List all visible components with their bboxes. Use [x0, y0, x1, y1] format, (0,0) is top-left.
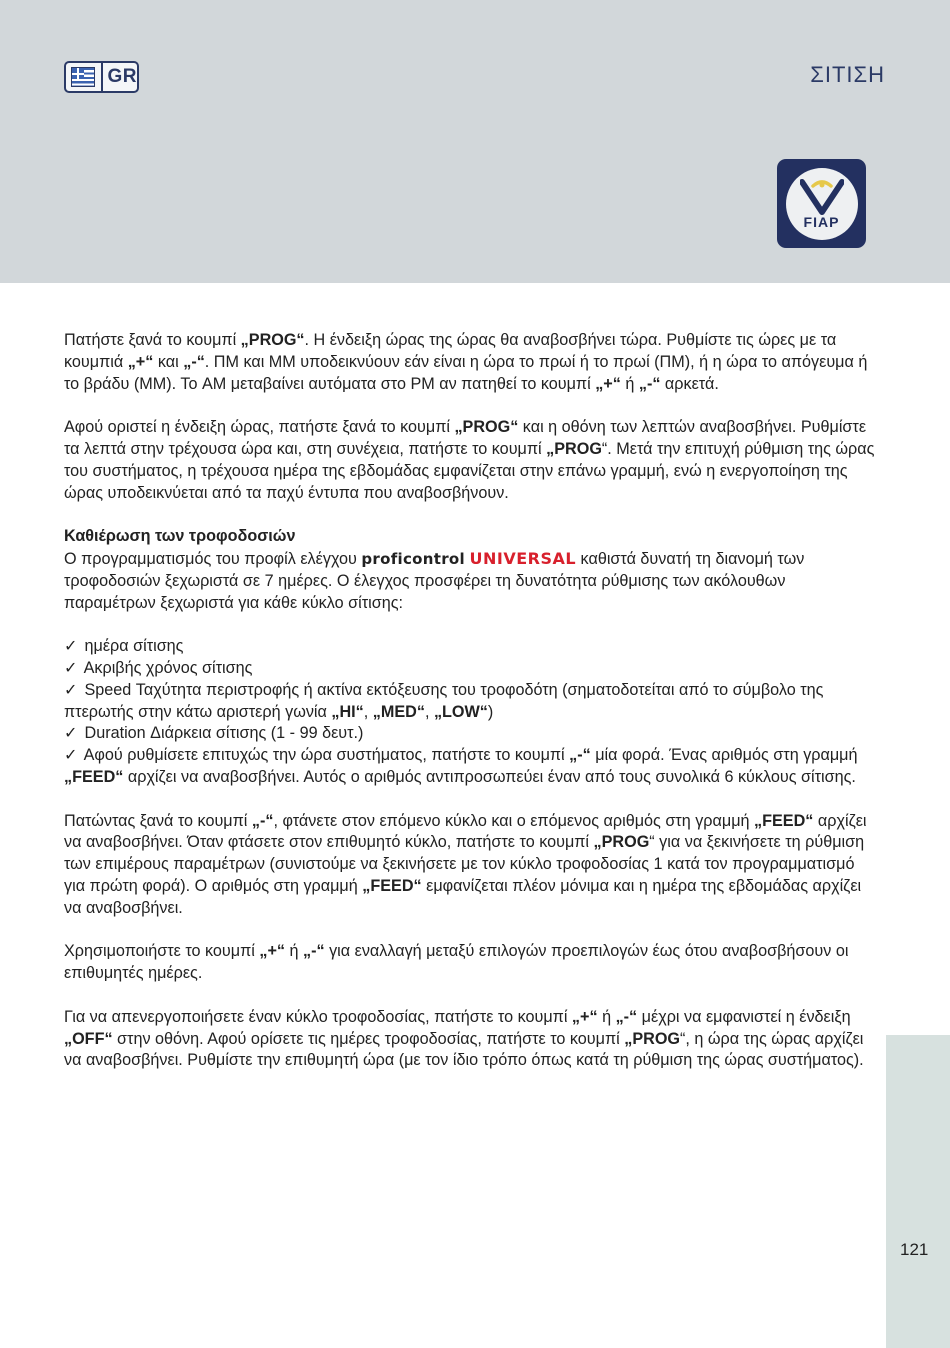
- text-run: αρχίζει να αναβοσβήνει. Όταν φτάσετε στον επιθυμητό κύκλο, πατήστε το κουμπί: [64, 811, 867, 852]
- language-code: GR: [107, 66, 137, 87]
- text-run: αρκετά.: [660, 374, 719, 393]
- text-run: ή: [620, 374, 639, 393]
- heading-feedings: Καθιέρωση των τροφοδοσιών: [64, 527, 296, 546]
- key-minus: „-“: [303, 942, 325, 961]
- brand-proficontrol: proficontrol: [361, 549, 465, 568]
- text-run: μέχρι να εμφανιστεί η ένδειξη: [637, 1007, 851, 1026]
- fiap-logo: [777, 159, 866, 248]
- text-run: Για να απενεργοποιήσετε έναν κύκλο τροφοδοσίας, πατήστε το κουμπί: [64, 1007, 572, 1026]
- text-run: μία φορά. Ένας αριθμός στη γραμμή: [590, 746, 858, 765]
- language-badge: [64, 61, 139, 93]
- text-run: ή: [285, 942, 303, 961]
- text-run: στην οθόνη. Αφού ορίσετε τις ημέρες τροφοδοσίας, πατήστε το κουμπί: [112, 1029, 625, 1048]
- check-icon: ✓: [64, 724, 78, 743]
- check-icon: ✓: [64, 658, 78, 677]
- main-content: [64, 330, 879, 1094]
- key-feed: „FEED“: [362, 876, 422, 895]
- text-run: “. Μετά την επιτυχή ρύθμιση της ώρας του συστήματος, η τρέχουσα ημέρα της εβδομάδας εμφανίζεται στην επάνω γραμμή, ενώ η ενεργοποίηση της ώρας υποδεικνύεται από τα παχύ έντυπα που αναβοσβήνουν.: [64, 439, 875, 502]
- list-item: [64, 723, 879, 745]
- key-feed: „FEED“: [754, 811, 814, 830]
- text-run: Πατώντας ξανά το κουμπί: [64, 811, 252, 830]
- text-run: Αφού οριστεί η ένδειξη ώρας, πατήστε ξανά το κουμπί: [64, 418, 455, 437]
- list-item: [64, 680, 879, 724]
- text-run: Πατήστε ξανά το κουμπί: [64, 331, 241, 349]
- list-item-text: Duration Διάρκεια σίτισης (1 - 99 δευτ.): [84, 724, 364, 743]
- check-icon: ✓: [64, 746, 78, 765]
- key-prog: „PROG“: [240, 331, 305, 349]
- text-run: και: [153, 352, 184, 371]
- badge-divider: [101, 63, 103, 91]
- text-run: εμφανίζεται πλέον μόνιμα και η ημέρα της εβδομάδας αρχίζει να αναβοσβήνει.: [64, 876, 862, 917]
- brand-universal: UNIVERSAL: [469, 548, 577, 568]
- text-run: ή: [597, 1007, 616, 1026]
- paragraph-disable-cycle: [64, 1007, 879, 1072]
- section-title: ΣΙΤΙΣΗ: [810, 62, 885, 87]
- logo-v-icon: [800, 178, 844, 216]
- list-item-text: Speed Ταχύτητα περιστροφής ή ακτίνα εκτόξευσης του τροφοδότη (σηματοδοτείται από το σύμβολο της πτερωτής στην κάτω αριστερή γωνία: [64, 680, 824, 721]
- key-minus: „-“: [569, 746, 591, 765]
- check-icon: ✓: [64, 637, 78, 656]
- page-number: 121: [900, 1240, 929, 1259]
- key-plus: „+“: [595, 374, 621, 393]
- paragraph-select-days: [64, 941, 879, 985]
- text-run: αρχίζει να αναβοσβήνει. Αυτός ο αριθμός αντιπροσωπεύει έναν από τους συνολικά 6 κύκλους σίτισης.: [123, 767, 856, 786]
- list-item-text: Ακριβής χρόνος σίτισης: [83, 658, 253, 677]
- paragraph-next-cycle: [64, 811, 879, 920]
- key-prog: „PROG“: [454, 418, 519, 437]
- key-plus: „+“: [127, 352, 154, 371]
- paragraph-set-hours: [64, 330, 879, 395]
- key-minus: „-“: [615, 1007, 638, 1026]
- key-minus: „-“: [183, 352, 205, 371]
- side-strip-white: [886, 283, 950, 1035]
- key-off: „OFF“: [64, 1029, 113, 1048]
- text-run: ,: [424, 702, 434, 721]
- text-run: . Η ένδειξη ώρας της ώρας θα αναβοσβήνει τώρα. Ρυθμίστε τις ώρες με τα κουμπιά: [64, 331, 837, 371]
- key-minus: „-“: [638, 374, 661, 393]
- text-run: Χρησιμοποιήστε το κουμπί: [64, 942, 260, 961]
- logo-emblem: [786, 168, 858, 240]
- key-prog: „PROG: [624, 1029, 680, 1048]
- key-prog: „PROG: [593, 833, 650, 852]
- text-run: για εναλλαγή μεταξύ επιλογών προεπιλογών έως ότου αναβοσβήσουν οι επιθυμητές ημέρες.: [64, 942, 849, 983]
- text-run: Ο προγραμματισμός του προφίλ ελέγχου: [64, 549, 362, 568]
- key-med: „MED“: [372, 702, 425, 721]
- key-prog: „PROG: [546, 439, 602, 458]
- parameter-list: [64, 636, 879, 789]
- check-icon: ✓: [64, 680, 78, 699]
- text-run: και η οθόνη των λεπτών αναβοσβήνει. Ρυθμίστε τα λεπτά στην τρέχουσα ώρα και, στη συνέχεια, πατήστε το κουμπί: [64, 418, 867, 458]
- text-run: . ΠΜ και ΜΜ υποδεικνύουν εάν είναι η ώρα το πρωί ή το πρωί (ΠΜ), ή η ώρα το απόγευμα ή το βράδυ (ΜΜ). Το AM μεταβαίνει αυτόματα στο PM αν πατηθεί το κουμπί: [64, 352, 868, 393]
- list-item: [64, 658, 879, 680]
- paragraph-set-minutes: [64, 417, 879, 504]
- key-minus: „-“: [251, 811, 274, 830]
- text-run: “, η ώρα της ώρας αρχίζει να αναβοσβήνει. Ρυθμίστε την επιθυμητή ώρα (με τον ίδιο τρόπο όπως κατά τη ρύθμιση της ώρας συστήματος).: [64, 1029, 864, 1070]
- text-run: καθιστά δυνατή τη διανομή των τροφοδοσιών ξεχωριστά σε 7 ημέρες. Ο έλεγχος προσφέρει τη δυνατότητα ρύθμισης των ακόλουθων παραμέτρων ξεχωριστά για κάθε κύκλο σίτισης:: [64, 549, 805, 612]
- list-item: [64, 745, 879, 789]
- key-plus: „+“: [571, 1007, 598, 1026]
- key-hi: „HI“: [331, 702, 364, 721]
- key-plus: „+“: [259, 942, 285, 961]
- key-low: „LOW“: [433, 702, 488, 721]
- logo-text: FIAP: [803, 213, 840, 230]
- list-item-text: Αφού ρυθμίσετε επιτυχώς την ώρα συστήματος, πατήστε το κουμπί: [83, 746, 570, 765]
- list-item: [64, 636, 879, 658]
- text-run: , φτάνετε στον επόμενο κύκλο και ο επόμενος αριθμός στη γραμμή: [273, 811, 755, 830]
- text-run: ): [487, 702, 494, 721]
- greek-flag-icon: [71, 67, 95, 87]
- text-run: “ για να ξεκινήσετε τη ρύθμιση των επιμέρους παραμέτρων (συνιστούμε να ξεκινήσετε με τον κύκλο τροφοδοσίας 1 κατά τον προγραμματισμό για πρώτη φορά). Ο αριθμός στη γραμμή: [64, 833, 865, 895]
- paragraph-programming-intro: [64, 548, 879, 614]
- key-feed: „FEED“: [64, 767, 124, 786]
- text-run: ,: [363, 702, 373, 721]
- list-item-text: ημέρα σίτισης: [84, 637, 184, 656]
